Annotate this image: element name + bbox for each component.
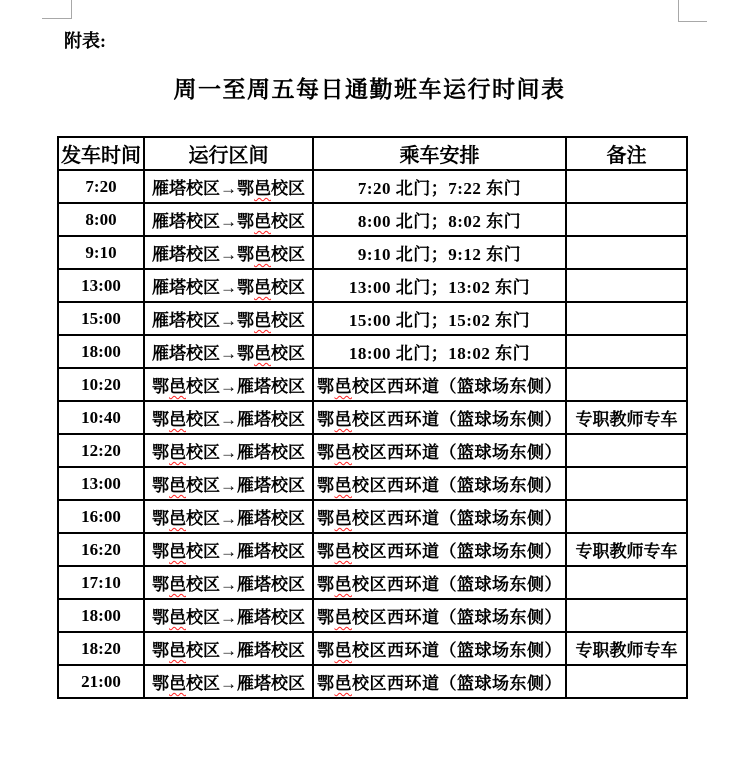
cell-note <box>566 467 687 500</box>
spellcheck-underline: 邑 <box>254 278 271 297</box>
cell-time: 16:20 <box>58 533 144 566</box>
cell-time: 13:00 <box>58 269 144 302</box>
table-row <box>58 434 687 467</box>
cell-route: 鄂邑校区→雁塔校区 <box>144 500 313 533</box>
page-corner-mark-left <box>42 0 72 19</box>
cell-note <box>566 335 687 368</box>
cell-route: 雁塔校区→鄂邑校区 <box>144 236 313 269</box>
column-header-arrangement: 乘车安排 <box>313 137 566 170</box>
table-row <box>58 566 687 599</box>
bus-schedule-table <box>57 136 688 699</box>
spellcheck-underline: 邑 <box>169 542 186 561</box>
cell-arrangement: 鄂邑校区西环道（篮球场东侧） <box>313 632 566 665</box>
cell-time: 8:00 <box>58 203 144 236</box>
table-row <box>58 467 687 500</box>
cell-note <box>566 665 687 698</box>
column-header-note: 备注 <box>566 137 687 170</box>
cell-time: 21:00 <box>58 665 144 698</box>
cell-arrangement: 7:20 北门；7:22 东门 <box>313 170 566 203</box>
cell-route: 鄂邑校区→雁塔校区 <box>144 434 313 467</box>
spellcheck-underline: 邑 <box>334 674 352 693</box>
table-row <box>58 203 687 236</box>
cell-time: 18:20 <box>58 632 144 665</box>
cell-time: 16:00 <box>58 500 144 533</box>
appendix-label: 附表: <box>64 31 106 51</box>
table-row <box>58 302 687 335</box>
spellcheck-underline: 邑 <box>334 443 352 462</box>
spellcheck-underline: 邑 <box>334 410 352 429</box>
spellcheck-underline: 邑 <box>254 344 271 363</box>
cell-time: 17:10 <box>58 566 144 599</box>
cell-arrangement: 鄂邑校区西环道（篮球场东侧） <box>313 434 566 467</box>
cell-note <box>566 170 687 203</box>
table-row <box>58 533 687 566</box>
cell-time: 18:00 <box>58 599 144 632</box>
cell-time: 9:10 <box>58 236 144 269</box>
spellcheck-underline: 邑 <box>334 509 352 528</box>
spellcheck-underline: 邑 <box>254 179 271 198</box>
column-header-route: 运行区间 <box>144 137 313 170</box>
spellcheck-underline: 邑 <box>254 311 271 330</box>
cell-note <box>566 599 687 632</box>
spellcheck-underline: 邑 <box>334 575 352 594</box>
cell-arrangement: 8:00 北门；8:02 东门 <box>313 203 566 236</box>
cell-time: 10:20 <box>58 368 144 401</box>
cell-arrangement: 鄂邑校区西环道（篮球场东侧） <box>313 665 566 698</box>
cell-arrangement: 鄂邑校区西环道（篮球场东侧） <box>313 566 566 599</box>
cell-time: 12:20 <box>58 434 144 467</box>
cell-route: 雁塔校区→鄂邑校区 <box>144 170 313 203</box>
table-row <box>58 500 687 533</box>
cell-route: 鄂邑校区→雁塔校区 <box>144 533 313 566</box>
cell-route: 雁塔校区→鄂邑校区 <box>144 335 313 368</box>
cell-time: 13:00 <box>58 467 144 500</box>
cell-time: 10:40 <box>58 401 144 434</box>
cell-route: 雁塔校区→鄂邑校区 <box>144 269 313 302</box>
spellcheck-underline: 邑 <box>334 542 352 561</box>
cell-arrangement: 15:00 北门；15:02 东门 <box>313 302 566 335</box>
cell-note <box>566 236 687 269</box>
column-header-departure-time: 发车时间 <box>58 137 144 170</box>
spellcheck-underline: 邑 <box>169 410 186 429</box>
schedule-table-body <box>58 170 687 698</box>
cell-route: 鄂邑校区→雁塔校区 <box>144 368 313 401</box>
page-corner-mark-right <box>678 0 707 22</box>
cell-route: 鄂邑校区→雁塔校区 <box>144 665 313 698</box>
table-row <box>58 335 687 368</box>
table-row <box>58 170 687 203</box>
spellcheck-underline: 邑 <box>169 377 186 396</box>
cell-arrangement: 18:00 北门；18:02 东门 <box>313 335 566 368</box>
cell-route: 鄂邑校区→雁塔校区 <box>144 599 313 632</box>
table-row <box>58 401 687 434</box>
spellcheck-underline: 邑 <box>169 476 186 495</box>
cell-route: 鄂邑校区→雁塔校区 <box>144 632 313 665</box>
cell-note: 专职教师专车 <box>566 632 687 665</box>
spellcheck-underline: 邑 <box>169 641 186 660</box>
table-row <box>58 269 687 302</box>
cell-note <box>566 566 687 599</box>
table-row <box>58 632 687 665</box>
cell-arrangement: 鄂邑校区西环道（篮球场东侧） <box>313 368 566 401</box>
cell-route: 鄂邑校区→雁塔校区 <box>144 566 313 599</box>
cell-route: 雁塔校区→鄂邑校区 <box>144 302 313 335</box>
cell-note: 专职教师专车 <box>566 533 687 566</box>
table-row <box>58 599 687 632</box>
spellcheck-underline: 邑 <box>169 443 186 462</box>
cell-arrangement: 13:00 北门；13:02 东门 <box>313 269 566 302</box>
cell-arrangement: 鄂邑校区西环道（篮球场东侧） <box>313 401 566 434</box>
spellcheck-underline: 邑 <box>254 212 271 231</box>
cell-time: 18:00 <box>58 335 144 368</box>
cell-note <box>566 269 687 302</box>
spellcheck-underline: 邑 <box>254 245 271 264</box>
cell-arrangement: 鄂邑校区西环道（篮球场东侧） <box>313 467 566 500</box>
cell-note <box>566 302 687 335</box>
cell-note: 专职教师专车 <box>566 401 687 434</box>
spellcheck-underline: 邑 <box>169 575 186 594</box>
cell-arrangement: 鄂邑校区西环道（篮球场东侧） <box>313 533 566 566</box>
cell-arrangement: 9:10 北门；9:12 东门 <box>313 236 566 269</box>
spellcheck-underline: 邑 <box>169 674 186 693</box>
spellcheck-underline: 邑 <box>334 377 352 396</box>
cell-route: 鄂邑校区→雁塔校区 <box>144 467 313 500</box>
cell-route: 雁塔校区→鄂邑校区 <box>144 203 313 236</box>
cell-arrangement: 鄂邑校区西环道（篮球场东侧） <box>313 500 566 533</box>
cell-note <box>566 500 687 533</box>
spellcheck-underline: 邑 <box>334 476 352 495</box>
table-row <box>58 236 687 269</box>
cell-time: 7:20 <box>58 170 144 203</box>
page-title: 周一至周五每日通勤班车运行时间表 <box>173 77 566 102</box>
table-header-row <box>58 137 687 170</box>
spellcheck-underline: 邑 <box>334 641 352 660</box>
cell-arrangement: 鄂邑校区西环道（篮球场东侧） <box>313 599 566 632</box>
table-row <box>58 665 687 698</box>
cell-route: 鄂邑校区→雁塔校区 <box>144 401 313 434</box>
spellcheck-underline: 邑 <box>169 509 186 528</box>
table-row <box>58 368 687 401</box>
cell-time: 15:00 <box>58 302 144 335</box>
cell-note <box>566 368 687 401</box>
spellcheck-underline: 邑 <box>334 608 352 627</box>
spellcheck-underline: 邑 <box>169 608 186 627</box>
cell-note <box>566 434 687 467</box>
cell-note <box>566 203 687 236</box>
